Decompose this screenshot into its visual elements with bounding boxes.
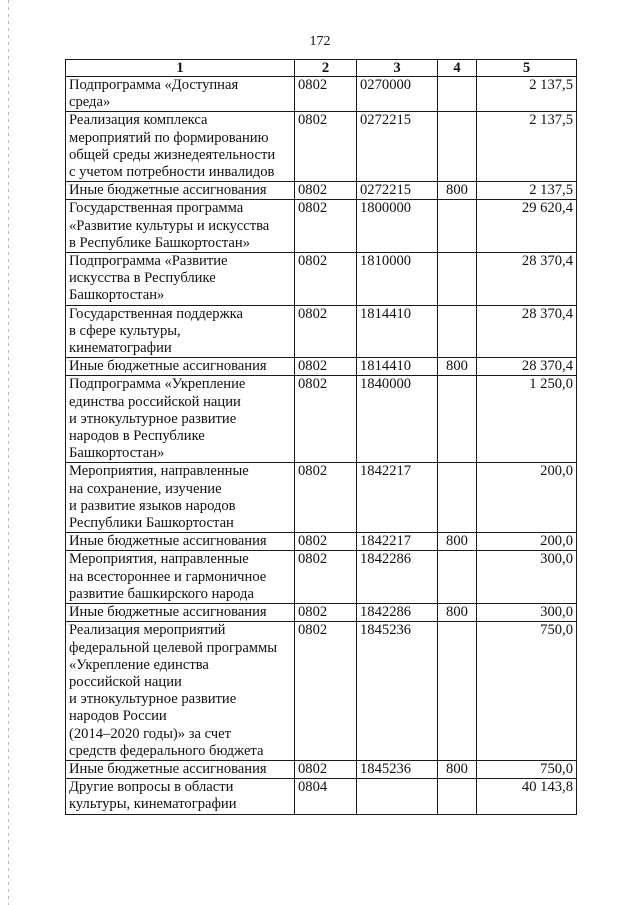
row-name-line: с учетом потребности инвалидов bbox=[69, 164, 275, 181]
expense-type-cell: 800 bbox=[438, 760, 477, 778]
amount-cell: 750,0 bbox=[477, 760, 577, 778]
table-row bbox=[66, 376, 577, 463]
amount-cell: 40 143,8 bbox=[477, 779, 577, 814]
row-name-line: на всестороннее и гармоничное bbox=[69, 568, 267, 585]
row-name-line: народов России bbox=[69, 708, 167, 725]
row-name-cell bbox=[66, 112, 295, 182]
expense-type-cell bbox=[438, 77, 477, 112]
table-row bbox=[66, 182, 577, 200]
table-header-row bbox=[66, 60, 577, 77]
row-name-line: в сфере культуры, bbox=[69, 322, 181, 339]
table-row bbox=[66, 253, 577, 306]
row-name-cell bbox=[66, 253, 295, 306]
table-row bbox=[66, 77, 577, 112]
target-code-cell: 1810000 bbox=[357, 253, 438, 306]
expense-type-cell: 800 bbox=[438, 182, 477, 200]
row-name-line: мероприятий по формированию bbox=[69, 129, 269, 146]
amount-cell: 2 137,5 bbox=[477, 182, 577, 200]
section-code-cell: 0802 bbox=[295, 376, 357, 463]
table-row bbox=[66, 604, 577, 622]
row-name-cell bbox=[66, 376, 295, 463]
row-name-line: Подпрограмма «Развитие bbox=[69, 253, 228, 270]
amount-cell: 750,0 bbox=[477, 622, 577, 761]
target-code-cell: 1840000 bbox=[357, 376, 438, 463]
row-name-cell bbox=[66, 779, 295, 814]
row-name-line: среда» bbox=[69, 94, 111, 111]
section-code-cell: 0802 bbox=[295, 551, 357, 604]
row-name-cell bbox=[66, 358, 295, 376]
table-row bbox=[66, 779, 577, 814]
amount-cell: 300,0 bbox=[477, 604, 577, 622]
row-name-line: Башкортостан» bbox=[69, 287, 165, 304]
expense-type-cell: 800 bbox=[438, 533, 477, 551]
section-code-cell: 0802 bbox=[295, 77, 357, 112]
row-name-cell bbox=[66, 551, 295, 604]
column-header-3: 3 bbox=[357, 60, 438, 77]
table-row bbox=[66, 551, 577, 604]
table-row bbox=[66, 622, 577, 761]
section-code-cell: 0802 bbox=[295, 463, 357, 533]
amount-cell: 200,0 bbox=[477, 463, 577, 533]
row-name-cell bbox=[66, 305, 295, 358]
target-code-cell bbox=[357, 779, 438, 814]
row-name-line: Иные бюджетные ассигнования bbox=[69, 358, 267, 375]
expense-type-cell bbox=[438, 112, 477, 182]
column-header-1: 1 bbox=[66, 60, 295, 77]
expense-type-cell bbox=[438, 376, 477, 463]
amount-cell: 300,0 bbox=[477, 551, 577, 604]
row-name-line: Подпрограмма «Укрепление bbox=[69, 376, 246, 393]
target-code-cell: 1814410 bbox=[357, 305, 438, 358]
target-code-cell: 1845236 bbox=[357, 760, 438, 778]
section-code-cell: 0802 bbox=[295, 253, 357, 306]
expense-type-cell bbox=[438, 253, 477, 306]
target-code-cell: 1800000 bbox=[357, 200, 438, 253]
row-name-cell bbox=[66, 533, 295, 551]
row-name-cell bbox=[66, 182, 295, 200]
section-code-cell: 0802 bbox=[295, 604, 357, 622]
column-header-4: 4 bbox=[438, 60, 477, 77]
section-code-cell: 0802 bbox=[295, 305, 357, 358]
target-code-cell: 1842217 bbox=[357, 463, 438, 533]
target-code-cell: 0270000 bbox=[357, 77, 438, 112]
section-code-cell: 0804 bbox=[295, 779, 357, 814]
row-name-line: российской нации bbox=[69, 673, 182, 690]
section-code-cell: 0802 bbox=[295, 112, 357, 182]
row-name-line: Государственная поддержка bbox=[69, 305, 244, 322]
table-row bbox=[66, 760, 577, 778]
expense-type-cell: 800 bbox=[438, 604, 477, 622]
row-name-line: (2014–2020 годы)» за счет bbox=[69, 725, 231, 742]
row-name-line: Башкортостан» bbox=[69, 445, 165, 462]
row-name-line: Иные бюджетные ассигнования bbox=[69, 533, 267, 550]
table-row bbox=[66, 112, 577, 182]
row-name-line: Мероприятия, направленные bbox=[69, 551, 249, 568]
expense-type-cell bbox=[438, 305, 477, 358]
amount-cell: 28 370,4 bbox=[477, 358, 577, 376]
row-name-line: культуры, кинематографии bbox=[69, 796, 237, 813]
row-name-cell bbox=[66, 463, 295, 533]
row-name-cell bbox=[66, 77, 295, 112]
row-name-line: федеральной целевой программы bbox=[69, 639, 278, 656]
row-name-line: народов в Республике bbox=[69, 428, 205, 445]
row-name-line: Подпрограмма «Доступная bbox=[69, 77, 239, 93]
amount-cell: 28 370,4 bbox=[477, 305, 577, 358]
row-name-line: «Развитие культуры и искусства bbox=[69, 217, 270, 234]
row-name-line: кинематографии bbox=[69, 340, 172, 357]
section-code-cell: 0802 bbox=[295, 358, 357, 376]
scan-edge-line bbox=[8, 0, 9, 905]
row-name-line: Иные бюджетные ассигнования bbox=[69, 604, 267, 621]
target-code-cell: 1842286 bbox=[357, 551, 438, 604]
column-header-5: 5 bbox=[477, 60, 577, 77]
section-code-cell: 0802 bbox=[295, 622, 357, 761]
table-row bbox=[66, 463, 577, 533]
expense-type-cell bbox=[438, 622, 477, 761]
row-name-line: на сохранение, изучение bbox=[69, 480, 222, 497]
amount-cell: 2 137,5 bbox=[477, 112, 577, 182]
column-header-2: 2 bbox=[295, 60, 357, 77]
row-name-line: общей среды жизнедеятельности bbox=[69, 146, 276, 163]
row-name-line: развитие башкирского народа bbox=[69, 585, 254, 602]
row-name-line: Другие вопросы в области bbox=[69, 779, 234, 796]
row-name-line: Иные бюджетные ассигнования bbox=[69, 760, 267, 777]
target-code-cell: 0272215 bbox=[357, 112, 438, 182]
section-code-cell: 0802 bbox=[295, 200, 357, 253]
target-code-cell: 0272215 bbox=[357, 182, 438, 200]
amount-cell: 29 620,4 bbox=[477, 200, 577, 253]
row-name-line: и развитие языков народов bbox=[69, 497, 236, 514]
amount-cell: 1 250,0 bbox=[477, 376, 577, 463]
section-code-cell: 0802 bbox=[295, 760, 357, 778]
row-name-line: Республики Башкортостан bbox=[69, 515, 234, 532]
expense-type-cell: 800 bbox=[438, 358, 477, 376]
row-name-cell bbox=[66, 200, 295, 253]
section-code-cell: 0802 bbox=[295, 182, 357, 200]
row-name-line: и этнокультурное развитие bbox=[69, 691, 237, 708]
row-name-line: Реализация мероприятий bbox=[69, 622, 226, 639]
target-code-cell: 1842217 bbox=[357, 533, 438, 551]
expense-type-cell bbox=[438, 463, 477, 533]
table-row bbox=[66, 358, 577, 376]
target-code-cell: 1814410 bbox=[357, 358, 438, 376]
row-name-cell bbox=[66, 604, 295, 622]
table-row bbox=[66, 305, 577, 358]
row-name-line: Реализация комплекса bbox=[69, 112, 208, 129]
section-code-cell: 0802 bbox=[295, 533, 357, 551]
table-row bbox=[66, 200, 577, 253]
row-name-line: искусства в Республике bbox=[69, 270, 216, 287]
row-name-line: «Укрепление единства bbox=[69, 656, 209, 673]
row-name-line: Государственная программа bbox=[69, 200, 244, 217]
row-name-line: и этнокультурное развитие bbox=[69, 410, 237, 427]
row-name-cell bbox=[66, 622, 295, 761]
expense-type-cell bbox=[438, 200, 477, 253]
page-number: 172 bbox=[309, 34, 331, 49]
target-code-cell: 1842286 bbox=[357, 604, 438, 622]
amount-cell: 2 137,5 bbox=[477, 77, 577, 112]
expense-type-cell bbox=[438, 779, 477, 814]
table-row bbox=[66, 533, 577, 551]
row-name-line: Мероприятия, направленные bbox=[69, 463, 249, 480]
amount-cell: 28 370,4 bbox=[477, 253, 577, 306]
row-name-line: Иные бюджетные ассигнования bbox=[69, 182, 267, 199]
row-name-line: единства российской нации bbox=[69, 393, 241, 410]
target-code-cell: 1845236 bbox=[357, 622, 438, 761]
expense-type-cell bbox=[438, 551, 477, 604]
table-body bbox=[66, 77, 577, 815]
row-name-line: средств федерального бюджета bbox=[69, 742, 264, 759]
row-name-line: в Республике Башкортостан» bbox=[69, 234, 251, 251]
row-name-cell bbox=[66, 760, 295, 778]
budget-table bbox=[65, 59, 577, 815]
amount-cell: 200,0 bbox=[477, 533, 577, 551]
